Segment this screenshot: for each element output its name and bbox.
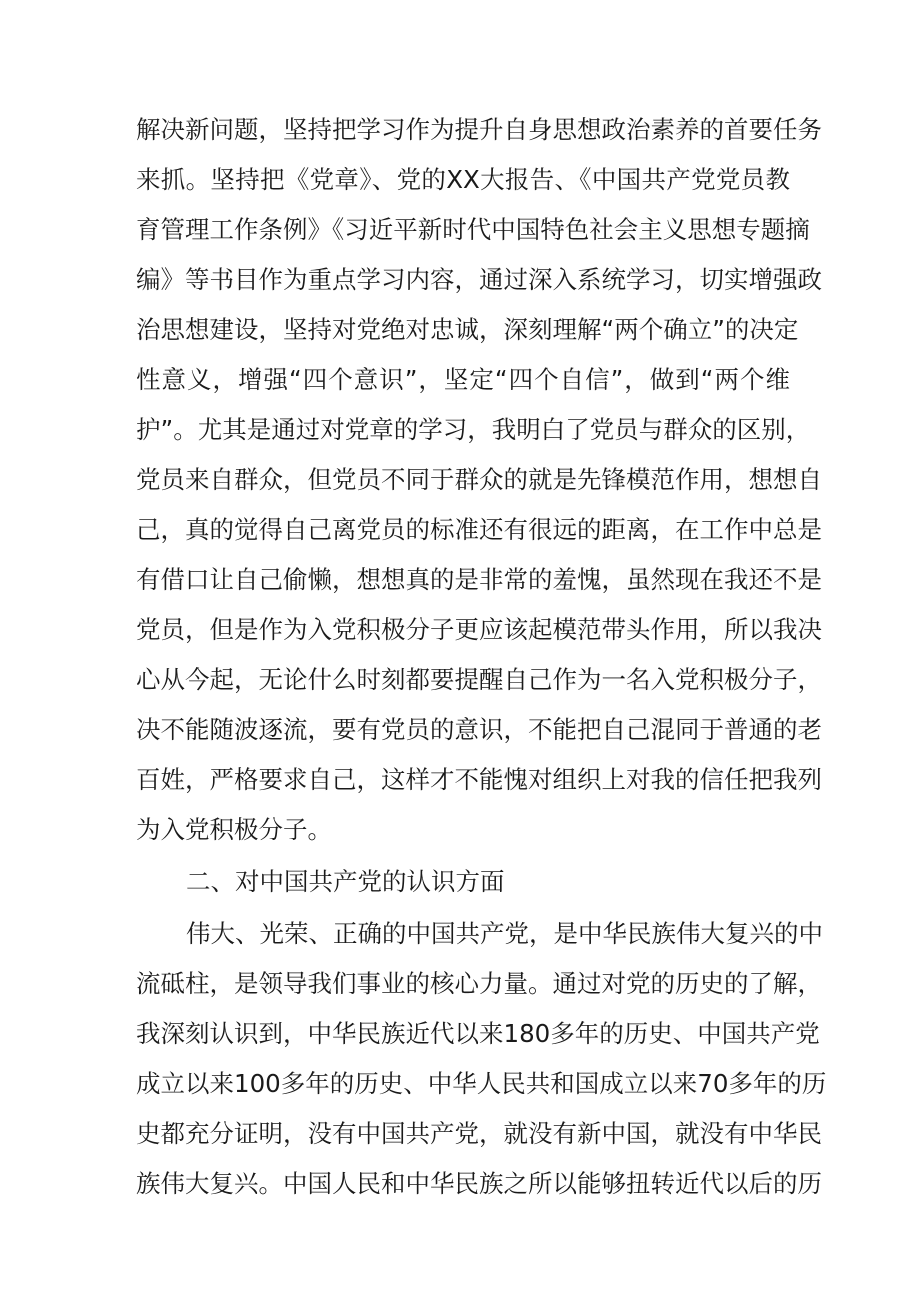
- paragraph-1-line: 心从今起，无论什么时刻都要提醒自己作为一名入党积极分子，: [136, 665, 822, 694]
- paragraph-1-line: 百姓，严格要求自己，这样才不能愧对组织上对我的信任把我列: [136, 765, 822, 794]
- paragraph-1-line: 育管理工作条例》《习近平新时代中国特色社会主义思想专题摘: [136, 215, 810, 244]
- paragraph-1-line: 己，真的觉得自己离党员的标准还有很远的距离，在工作中总是: [136, 515, 822, 544]
- paragraph-1-line: 性意义，增强“四个意识”，坚定“四个自信”，做到“两个维: [136, 365, 790, 394]
- paragraph-2-line: 族伟大复兴。中国人民和中华民族之所以能够扭转近代以后的历: [136, 1169, 822, 1198]
- paragraph-1-line: 党员，但是作为入党积极分子更应该起模范带头作用，所以我决: [136, 615, 822, 644]
- paragraph-1-line: 编》等书目作为重点学习内容，通过深入系统学习，切实增强政: [136, 265, 822, 294]
- paragraph-1-line: 解决新问题，坚持把学习作为提升自身思想政治素养的首要任务: [136, 115, 822, 144]
- paragraph-2-line: 成立以来100多年的历史、中华人民共和国成立以来70多年的历: [136, 1069, 827, 1098]
- paragraph-2-line: 史都充分证明，没有中国共产党，就没有新中国，就没有中华民: [136, 1119, 822, 1148]
- paragraph-1-line: 护”。尤其是通过对党章的学习，我明白了党员与群众的区别，: [136, 415, 811, 444]
- paragraph-1-line: 来抓。坚持把《党章》、党的XX大报告、《中国共产党党员教: [136, 165, 790, 194]
- paragraph-2-line: 伟大、光荣、正确的中国共产党，是中华民族伟大复兴的中: [186, 919, 823, 948]
- paragraph-1-line: 有借口让自己偷懒，想想真的是非常的羞愧，虽然现在我还不是: [136, 565, 822, 594]
- paragraph-1-line: 决不能随波逐流，要有党员的意识，不能把自己混同于普通的老: [136, 715, 822, 744]
- section-heading: 二、对中国共产党的认识方面: [186, 867, 505, 896]
- paragraph-1-line: 党员来自群众，但党员不同于群众的就是先锋模范作用，想想自: [136, 465, 822, 494]
- paragraph-1-line: 为入党积极分子。: [136, 815, 332, 844]
- paragraph-2-line: 流砥柱，是领导我们事业的核心力量。通过对党的历史的了解，: [136, 969, 822, 998]
- paragraph-1-line: 治思想建设，坚持对党绝对忠诚，深刻理解“两个确立”的决定: [136, 315, 799, 344]
- paragraph-2-line: 我深刻认识到，中华民族近代以来180多年的历史、中国共产党: [136, 1019, 820, 1048]
